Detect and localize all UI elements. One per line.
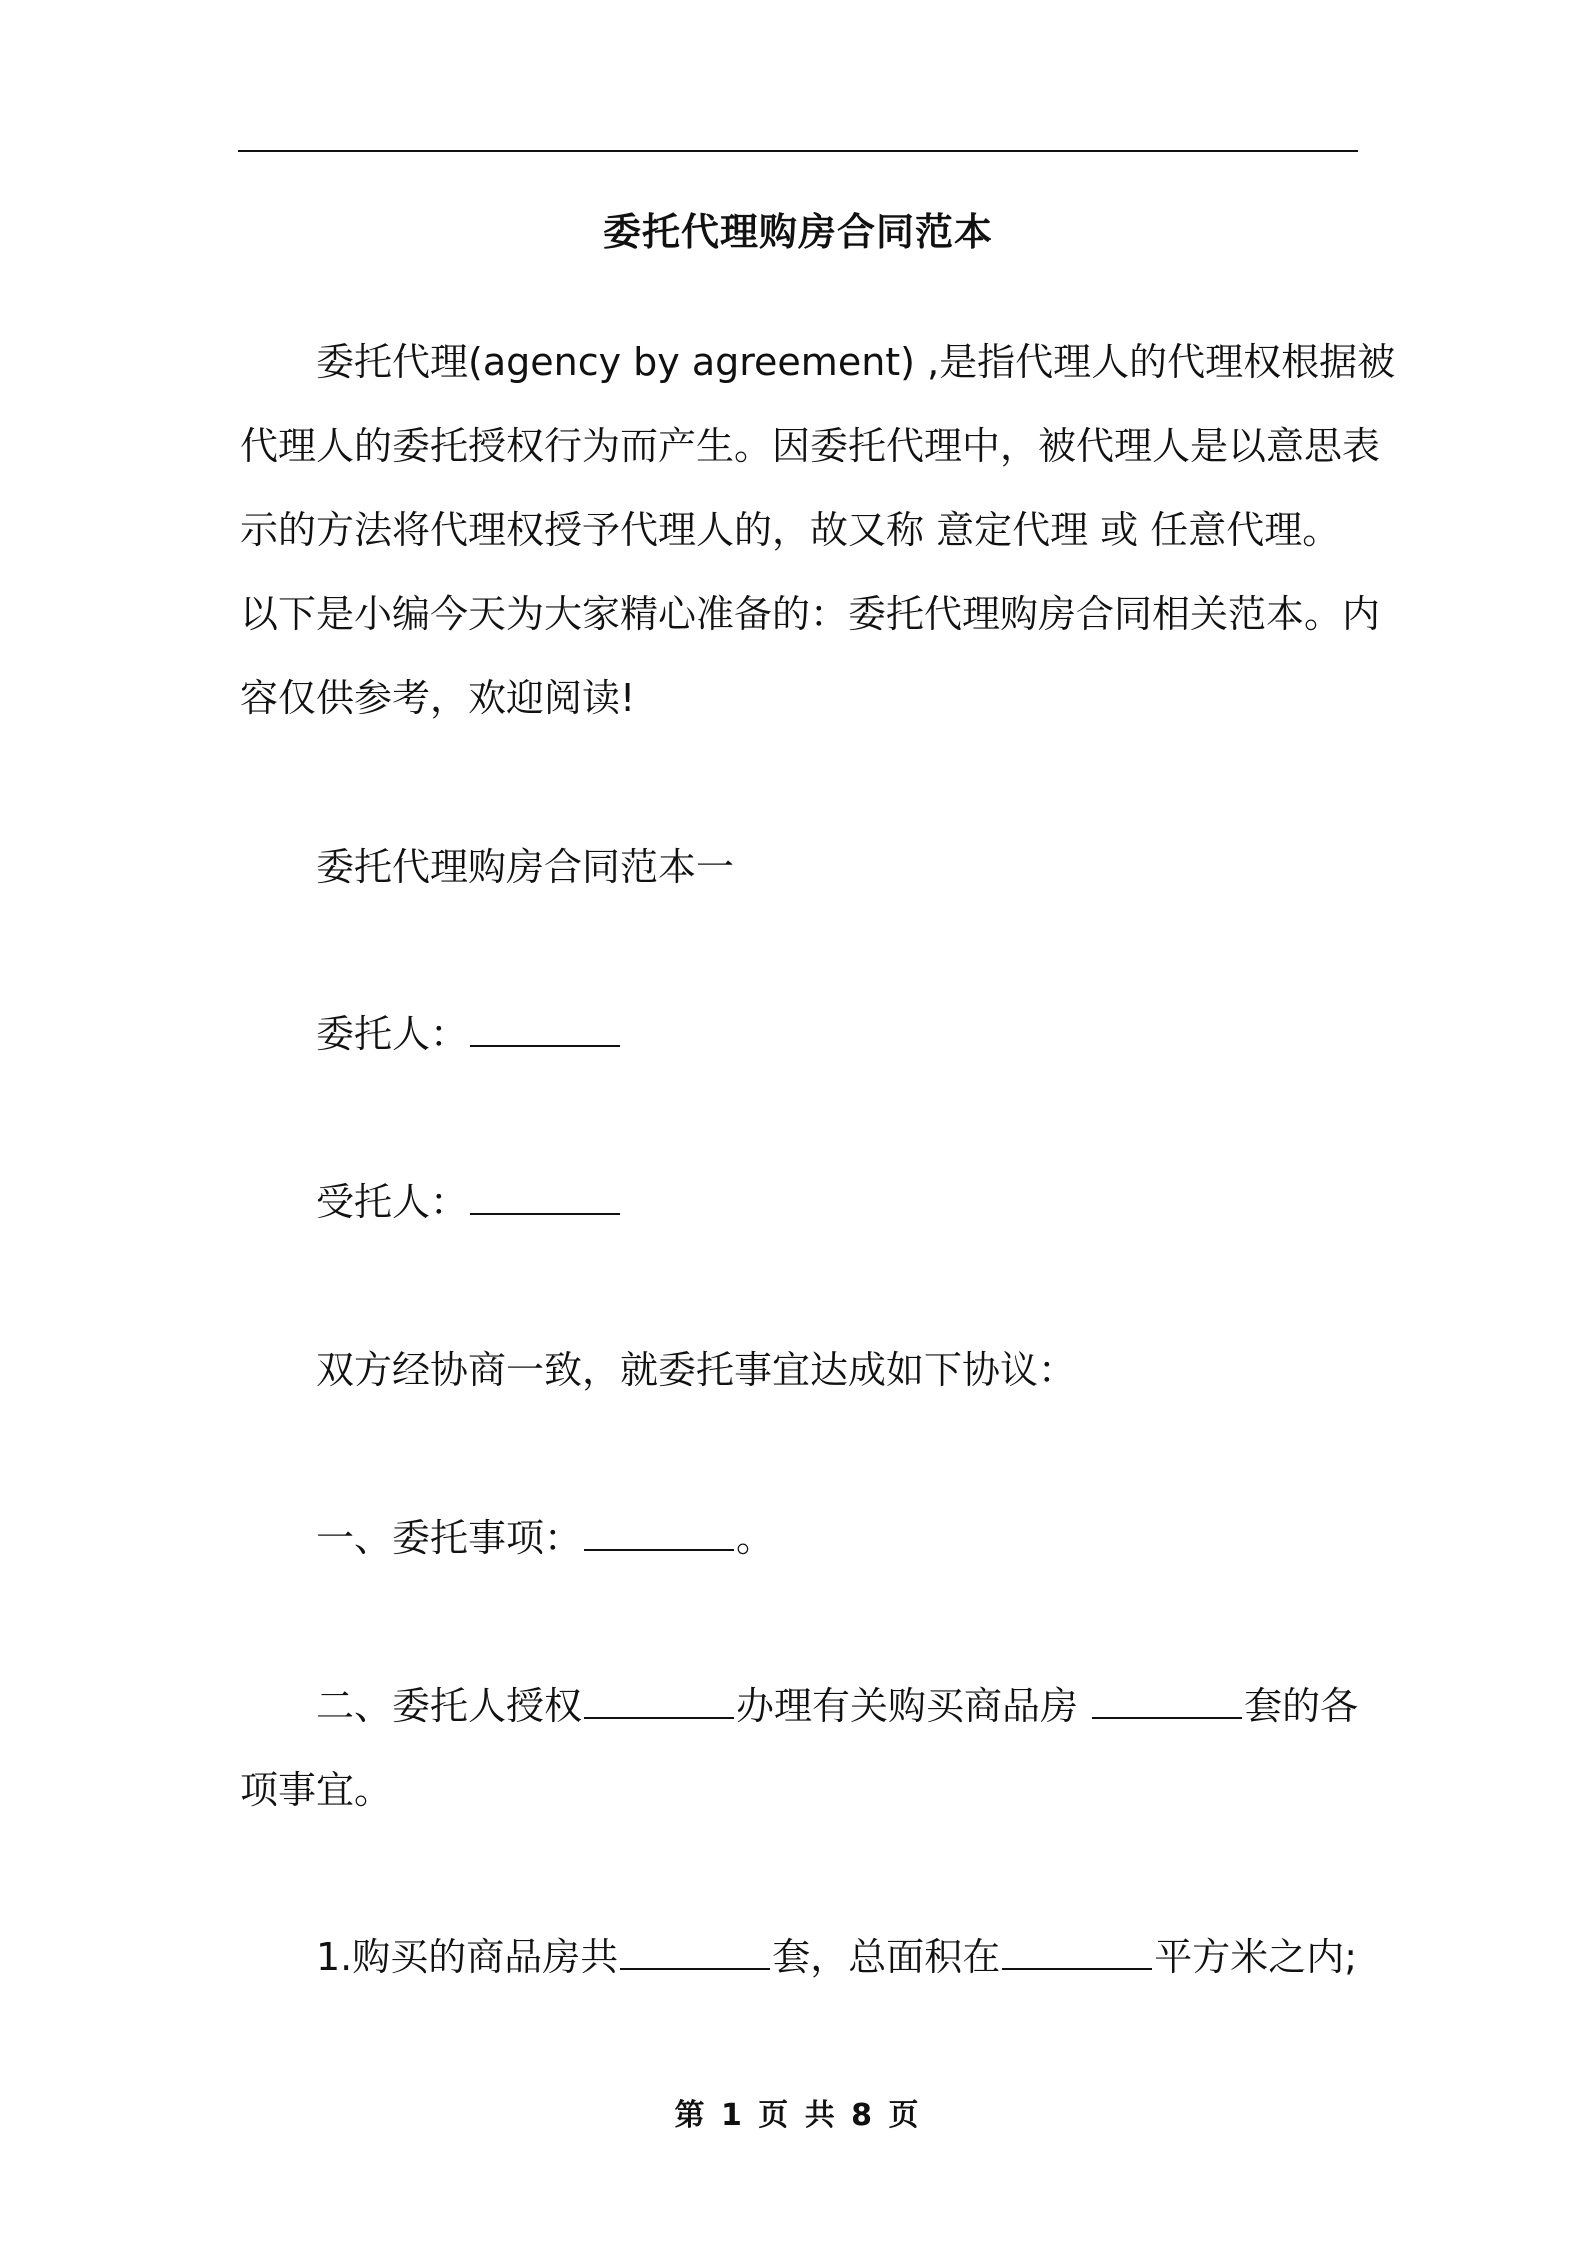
agent-label: 受托人： (316, 1180, 469, 1224)
item-2-part-1: 二、委托人授权 (316, 1684, 583, 1728)
item-1-prefix: 一、委托事项： (316, 1516, 583, 1560)
item-2-part-3: 套的各 (1244, 1684, 1359, 1728)
clause-1-part-2: 套，总面积在 (772, 1935, 1001, 1979)
item-2-blank-2 (1092, 1687, 1242, 1719)
page-indicator: 第 1 页 共 8 页 (674, 2098, 922, 2133)
item-2-part-2: 办理有关购买商品房 (736, 1684, 1091, 1728)
principal-blank (470, 1015, 620, 1047)
header-rule (238, 150, 1358, 152)
intro-line-1: 委托代理(agency by agreement) ,是指代理人的代理权根据被 (316, 340, 1396, 384)
document-title: 委托代理购房合同范本 (602, 210, 993, 254)
agent-blank (470, 1183, 620, 1215)
principal-label: 委托人： (316, 1012, 469, 1056)
clause-1-blank-2 (1002, 1938, 1152, 1970)
clause-1-part-1: 1.购买的商品房共 (316, 1935, 619, 1979)
intro-line-5: 容仅供参考，欢迎阅读! (240, 676, 636, 720)
agreement-intro: 双方经协商一致，就委托事宜达成如下协议： (316, 1348, 1077, 1392)
intro-line-3: 示的方法将代理权授予代理人的，故又称 意定代理 或 任意代理。 (240, 508, 1341, 552)
section-title: 委托代理购房合同范本一 (316, 845, 735, 889)
item-1-suffix: 。 (736, 1516, 775, 1560)
item-2-line-2: 项事宜。 (240, 1768, 393, 1812)
item-1-blank (584, 1519, 734, 1551)
clause-1-part-3: 平方米之内; (1154, 1935, 1358, 1979)
intro-line-2: 代理人的委托授权行为而产生。因委托代理中，被代理人是以意思表 (240, 424, 1381, 468)
intro-line-4: 以下是小编今天为大家精心准备的：委托代理购房合同相关范本。内 (240, 592, 1381, 636)
clause-1-blank-1 (620, 1938, 770, 1970)
item-2-blank-1 (584, 1687, 734, 1719)
